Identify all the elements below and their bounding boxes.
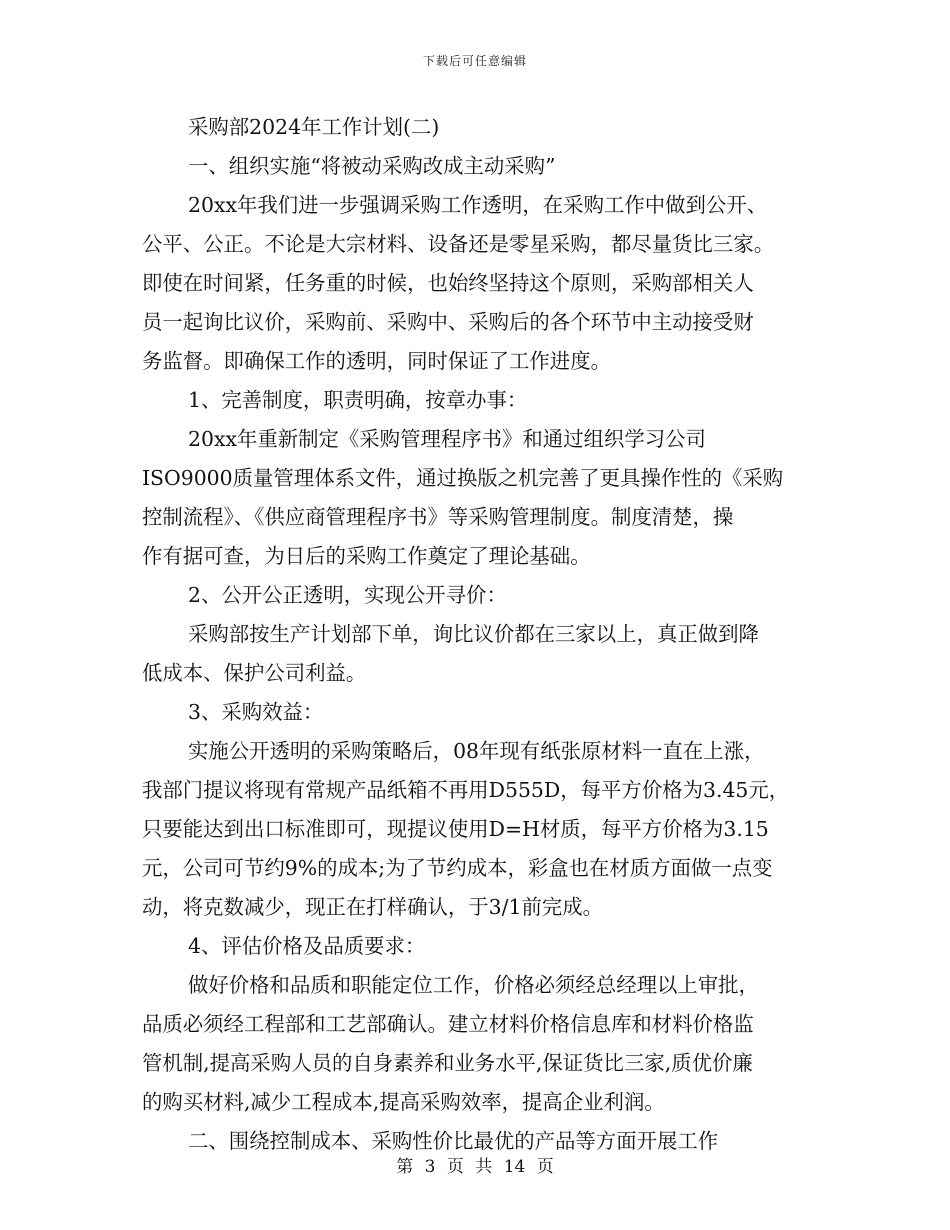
paragraph-line: 作有据可查，为日后的采购工作奠定了理论基础。 xyxy=(142,544,591,568)
paragraph-line: 动，将克数减少，现正在打样确认，于3/1前完成。 xyxy=(142,895,604,919)
section-heading-2: 二、围绕控制成本、采购性价比最优的产品等方面开展工作 xyxy=(188,1129,719,1153)
paragraph-line: 控制流程》、《供应商管理程序书》等采购管理制度。制度清楚，操 xyxy=(142,505,734,529)
paragraph-line: 的购买材料,减少工程成本,提高采购效率，提高企业利润。 xyxy=(142,1090,665,1114)
subheading-3: 3、采购效益： xyxy=(188,700,324,724)
paragraph-line: 管机制,提高采购人员的自身素养和业务水平,保证货比三家,质优价廉 xyxy=(142,1051,753,1075)
paragraph-line: 20xx年我们进一步强调采购工作透明，在采购工作中做到公开、 xyxy=(188,193,768,217)
paragraph-line: ISO9000质量管理体系文件，通过换版之机完善了更具操作性的《采购 xyxy=(142,466,784,490)
paragraph-line: 20xx年重新制定《采购管理程序书》和通过组织学习公司 xyxy=(188,427,706,451)
page-header-note: 下载后可任意编辑 xyxy=(422,54,527,68)
page-number: 第 3 页 共 14 页 xyxy=(396,1157,554,1177)
subheading-2: 2、公开公正透明，实现公开寻价： xyxy=(188,583,507,607)
subheading-1: 1、完善制度，职责明确，按章办事： xyxy=(188,388,528,412)
paragraph-line: 务监督。即确保工作的透明，同时保证了工作进度。 xyxy=(142,349,611,373)
paragraph-line: 我部门提议将现有常规产品纸箱不再用D555D，每平方价格为3.45元， xyxy=(142,778,790,802)
document-body xyxy=(142,108,810,1161)
paragraph-line: 实施公开透明的采购策略后，08年现有纸张原材料一直在上涨， xyxy=(188,739,765,763)
paragraph-line: 即使在时间紧，任务重的时候，也始终坚持这个原则，采购部相关人 xyxy=(142,271,754,295)
paragraph-line: 低成本、保护公司利益。 xyxy=(142,661,367,685)
paragraph-line: 员一起询比议价，采购前、采购中、采购后的各个环节中主动接受财 xyxy=(142,310,754,334)
paragraph-line: 元，公司可节约9%的成本;为了节约成本，彩盒也在材质方面做一点变 xyxy=(142,856,773,880)
paragraph-line: 采购部按生产计划部下单，询比议价都在三家以上，真正做到降 xyxy=(188,622,759,646)
paragraph-line: 做好价格和品质和职能定位工作，价格必须经总经理以上审批， xyxy=(188,973,759,997)
paragraph-line: 品质必须经工程部和工艺部确认。建立材料价格信息库和材料价格监 xyxy=(142,1012,754,1036)
paragraph-line: 公平、公正。不论是大宗材料、设备还是零星采购，都尽量货比三家。 xyxy=(142,232,775,256)
subheading-4: 4、评估价格及品质要求： xyxy=(188,934,426,958)
paragraph-line: 只要能达到出口标准即可，现提议使用D=H材质，每平方价格为3.15 xyxy=(142,817,769,841)
section-heading-1: 一、组织实施“将被动采购改成主动采购” xyxy=(188,154,556,178)
document-title: 采购部2024年工作计划(二) xyxy=(188,115,440,139)
